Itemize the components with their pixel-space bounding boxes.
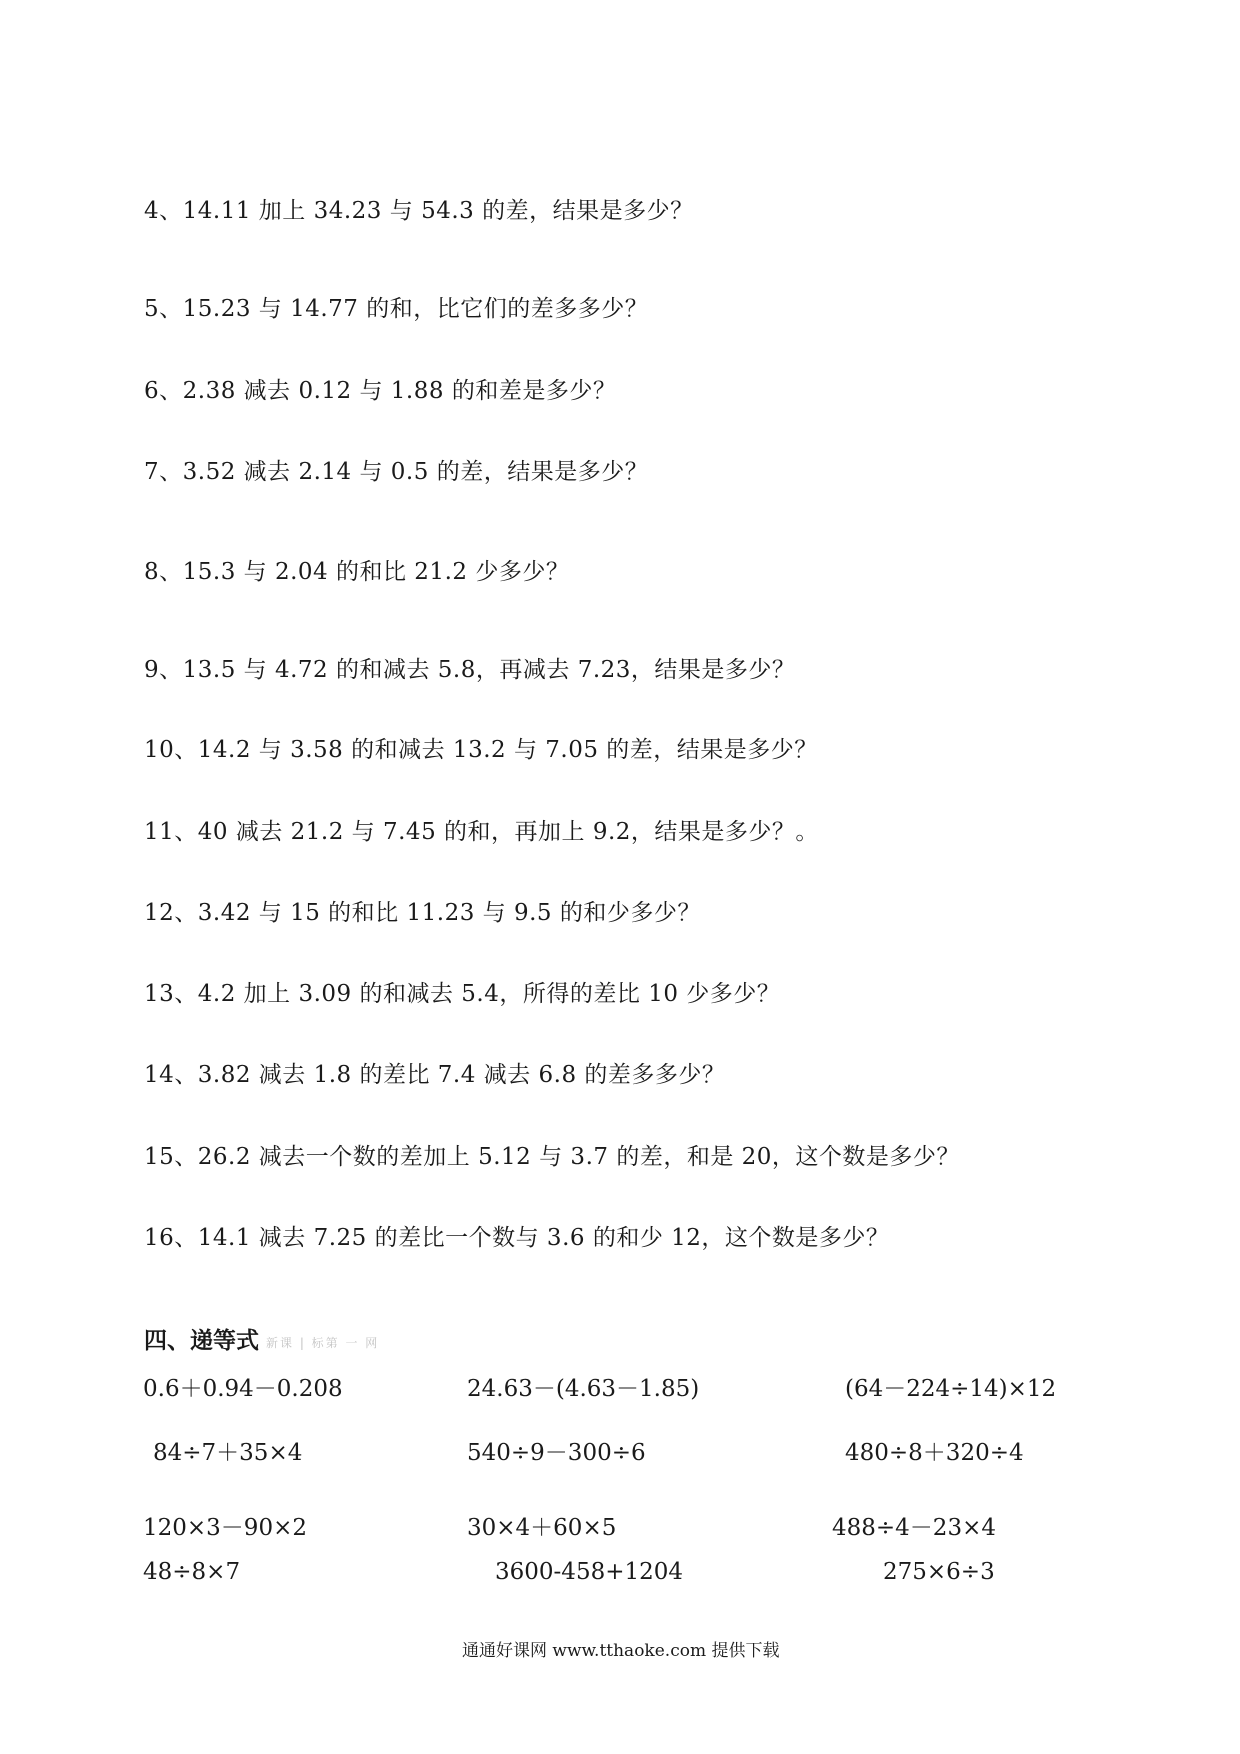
question-4: 4、14.11 加上 34.23 与 54.3 的差，结果是多少？ xyxy=(144,198,694,224)
section-title: 四、递等式 xyxy=(144,1327,259,1354)
footer-credit: 通通好课网 www.tthaoke.com 提供下载 xyxy=(462,1641,780,1661)
expression: 3600-458+1204 xyxy=(495,1559,684,1585)
expression: 480÷8＋320÷4 xyxy=(845,1440,1024,1466)
question-12: 12、3.42 与 15 的和比 11.23 与 9.5 的和少多少？ xyxy=(144,900,701,926)
expression: 24.63－(4.63－1.85) xyxy=(467,1376,700,1402)
question-15: 15、26.2 减去一个数的差加上 5.12 与 3.7 的差，和是 20，这个数是多少？ xyxy=(144,1144,960,1170)
question-8: 8、15.3 与 2.04 的和比 21.2 少多少？ xyxy=(144,559,570,585)
question-13: 13、4.2 加上 3.09 的和减去 5.4，所得的差比 10 少多少？ xyxy=(144,981,781,1007)
watermark: 新课 | 标第 一 网 xyxy=(266,1336,380,1350)
question-7: 7、3.52 减去 2.14 与 0.5 的差，结果是多少？ xyxy=(144,459,649,485)
question-6: 6、2.38 减去 0.12 与 1.88 的和差是多少？ xyxy=(144,378,617,404)
expression: 488÷4－23×4 xyxy=(832,1515,996,1541)
expression: 84÷7＋35×4 xyxy=(153,1440,303,1466)
question-11: 11、40 减去 21.2 与 7.45 的和，再加上 9.2，结果是多少？。 xyxy=(144,819,819,845)
expression: 0.6＋0.94－0.208 xyxy=(143,1376,343,1402)
expression: 48÷8×7 xyxy=(143,1559,241,1585)
question-5: 5、15.23 与 14.77 的和，比它们的差多多少？ xyxy=(144,296,649,322)
question-14: 14、3.82 减去 1.8 的差比 7.4 减去 6.8 的差多多少？ xyxy=(144,1062,726,1088)
question-9: 9、13.5 与 4.72 的和减去 5.8，再减去 7.23，结果是多少？ xyxy=(144,657,796,683)
expression: 275×6÷3 xyxy=(883,1559,995,1585)
expression: 30×4＋60×5 xyxy=(467,1515,617,1541)
question-16: 16、14.1 减去 7.25 的差比一个数与 3.6 的和少 12，这个数是多少？ xyxy=(144,1225,890,1251)
expression: 540÷9－300÷6 xyxy=(467,1440,646,1466)
expression: 120×3－90×2 xyxy=(143,1515,307,1541)
expression: (64－224÷14)×12 xyxy=(845,1376,1057,1402)
question-10: 10、14.2 与 3.58 的和减去 13.2 与 7.05 的差，结果是多少？ xyxy=(144,737,818,763)
